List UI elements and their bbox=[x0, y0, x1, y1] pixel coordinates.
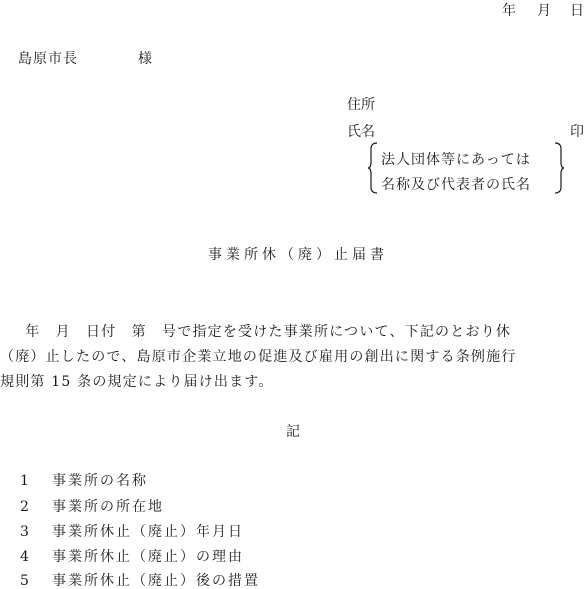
corporate-note-line2: 名称及び代表者の氏名 bbox=[381, 177, 531, 193]
item-text: 事業所の所在地 bbox=[52, 499, 164, 515]
corporate-note bbox=[368, 142, 564, 194]
item-text: 事業所休止（廃止）後の措置 bbox=[52, 573, 260, 589]
item-number: 5 bbox=[20, 573, 29, 589]
body-line-1: 年 月 日付 第 号で指定を受けた事業所について、下記のとおり休 bbox=[10, 324, 512, 340]
item-number: 2 bbox=[20, 499, 29, 515]
date-day-label: 日 bbox=[570, 3, 584, 19]
addressee-name: 島原市長 bbox=[18, 51, 78, 67]
item-number: 3 bbox=[20, 524, 29, 540]
item-text: 事業所休止（廃止）年月日 bbox=[52, 524, 244, 540]
item-text: 事業所休止（廃止）の理由 bbox=[52, 549, 244, 565]
ki-label: 記 bbox=[286, 424, 300, 440]
name-label: 氏名 bbox=[347, 124, 375, 140]
date-year-label: 年 bbox=[502, 3, 516, 19]
address-label: 住所 bbox=[347, 97, 375, 113]
date-line bbox=[0, 0, 586, 19]
corporate-note-line1: 法人団体等にあっては bbox=[381, 152, 531, 168]
seal-mark: 印 bbox=[570, 124, 584, 140]
date-month-label: 月 bbox=[537, 3, 551, 19]
body-line-3: 規則第 15 条の規定により届け出ます。 bbox=[0, 374, 274, 390]
item-text: 事業所の名称 bbox=[52, 473, 148, 489]
addressee-honorific: 様 bbox=[138, 51, 152, 67]
body-line-2: （廃）止したので、島原市企業立地の促進及び雇用の創出に関する条例施行 bbox=[0, 349, 517, 365]
item-number: 4 bbox=[20, 549, 29, 565]
item-number: 1 bbox=[20, 473, 29, 489]
document-title: 事業所休（廃）止届書 bbox=[208, 247, 388, 263]
